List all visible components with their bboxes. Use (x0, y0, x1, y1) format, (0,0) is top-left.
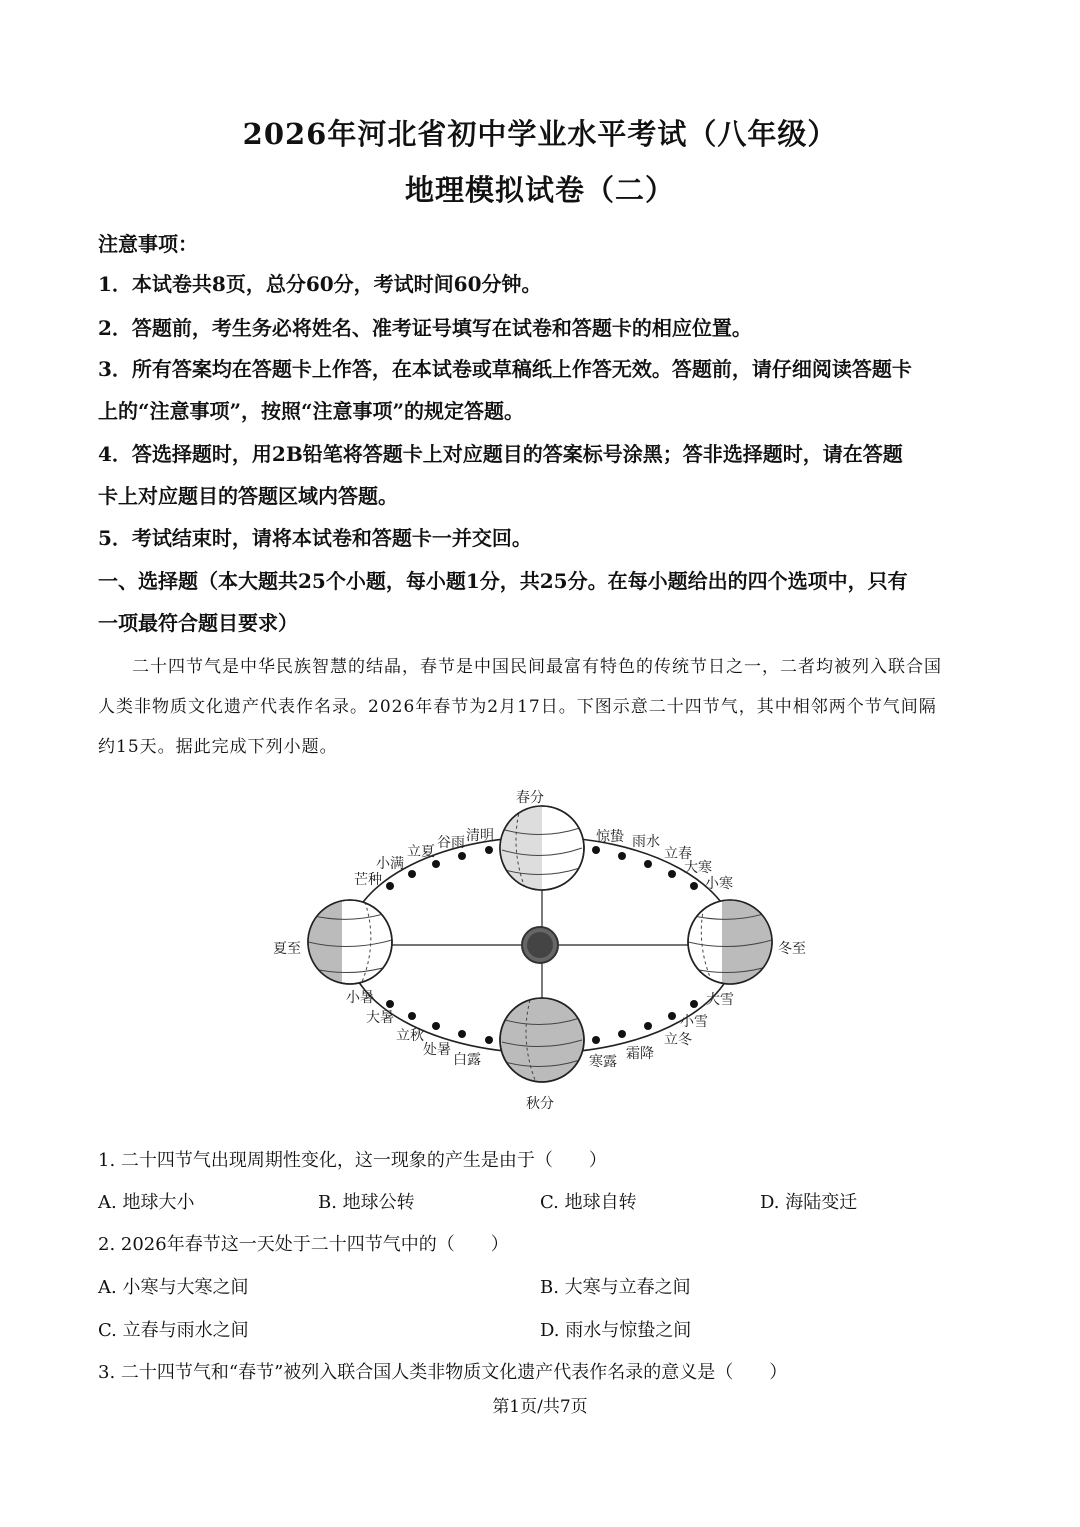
label-liqiu: 立秋 (396, 1028, 424, 1044)
earth-globe-spring (500, 806, 584, 890)
label-lichun: 立春 (664, 846, 692, 862)
intro-paragraph-line2: 人类非物质文化遗产代表作名录。2026年春节为2月17日。下图示意二十四节气，其中相邻两个节气间隔 (98, 697, 937, 717)
intro-paragraph-line1: 二十四节气是中华民族智慧的结晶，春节是中国民间最富有特色的传统节日之一，二者均被列入联合国 (132, 657, 942, 677)
question-1-option-d: D. 海陆变迁 (760, 1192, 858, 1213)
label-xiazhi: 夏至 (273, 941, 301, 957)
note-item-2: 2．答题前，考生务必将姓名、准考证号填写在试卷和答题卡的相应位置。 (98, 316, 752, 340)
exam-title: 2026年河北省初中学业水平考试（八年级） (242, 117, 838, 151)
note-item-4-cont: 卡上对应题目的答题区域内答题。 (98, 484, 398, 508)
label-hanlu: 寒露 (589, 1054, 617, 1070)
question-1-option-a: A. 地球大小 (98, 1192, 195, 1213)
section-heading-cont: 一项最符合题目要求） (98, 611, 298, 635)
question-1-option-b: B. 地球公转 (318, 1192, 415, 1213)
label-xiaoman: 小满 (376, 856, 404, 872)
question-3-stem: 3. 二十四节气和“春节”被列入联合国人类非物质文化遗产代表作名录的意义是（ ） (98, 1362, 788, 1383)
label-shuangjiang: 霜降 (626, 1046, 654, 1062)
label-qiufen: 秋分 (526, 1096, 554, 1112)
label-jingzhe: 惊蛰 (596, 829, 624, 845)
question-1-option-c: C. 地球自转 (540, 1192, 637, 1213)
exam-subtitle: 地理模拟试卷（二） (404, 173, 675, 207)
label-dongzhi: 冬至 (778, 941, 806, 957)
label-xiaoxue: 小雪 (680, 1014, 708, 1030)
notes-heading: 注意事项： (98, 232, 198, 256)
label-daxue: 大雪 (706, 992, 734, 1008)
question-2-option-a: A. 小寒与大寒之间 (98, 1277, 249, 1298)
label-lixia: 立夏 (407, 844, 435, 860)
label-xiaohan: 小寒 (705, 876, 733, 892)
earth-globe-summer (308, 900, 392, 984)
label-bailu: 白露 (453, 1052, 481, 1068)
label-chunfen: 春分 (516, 790, 544, 806)
label-lidong: 立冬 (664, 1032, 692, 1048)
note-item-1: 1．本试卷共8页，总分60分，考试时间60分钟。 (98, 272, 542, 296)
label-chushu: 处暑 (423, 1042, 451, 1058)
question-2-option-b: B. 大寒与立春之间 (540, 1277, 691, 1298)
question-1-stem: 1. 二十四节气出现周期性变化，这一现象的产生是由于（ ） (98, 1150, 607, 1171)
page-footer: 第1页/共7页 (492, 1397, 588, 1417)
note-item-5: 5．考试结束时，请将本试卷和答题卡一并交回。 (98, 526, 532, 550)
label-guyu: 谷雨 (437, 835, 465, 851)
label-qingming: 清明 (466, 828, 494, 844)
label-yushui: 雨水 (632, 834, 660, 850)
earth-globe-autumn (500, 998, 584, 1082)
question-2-option-d: D. 雨水与惊蛰之间 (540, 1320, 692, 1341)
intro-paragraph-line3: 约15天。据此完成下列小题。 (98, 737, 338, 757)
label-dashu: 大暑 (366, 1010, 394, 1026)
question-2-stem: 2. 2026年春节这一天处于二十四节气中的（ ） (98, 1234, 509, 1255)
note-item-3: 3．所有答案均在答题卡上作答，在本试卷或草稿纸上作答无效。答题前，请仔细阅读答题卡 (98, 357, 912, 381)
earth-globe-winter (688, 900, 772, 984)
sun-icon (522, 927, 558, 963)
note-item-4: 4．答选择题时，用2B铅笔将答题卡上对应题目的答案标号涂黑；答非选择题时，请在答题 (98, 442, 903, 466)
label-xiaoshu: 小暑 (346, 990, 374, 1006)
note-item-3-cont: 上的“注意事项”，按照“注意事项”的规定答题。 (98, 399, 525, 423)
section-heading: 一、选择题（本大题共25个小题，每小题1分，共25分。在每小题给出的四个选项中，只有 (98, 569, 908, 593)
label-dahan: 大寒 (684, 860, 712, 876)
question-2-option-c: C. 立春与雨水之间 (98, 1320, 249, 1341)
label-mangzhong: 芒种 (354, 872, 382, 888)
solar-terms-diagram (0, 770, 1080, 1130)
